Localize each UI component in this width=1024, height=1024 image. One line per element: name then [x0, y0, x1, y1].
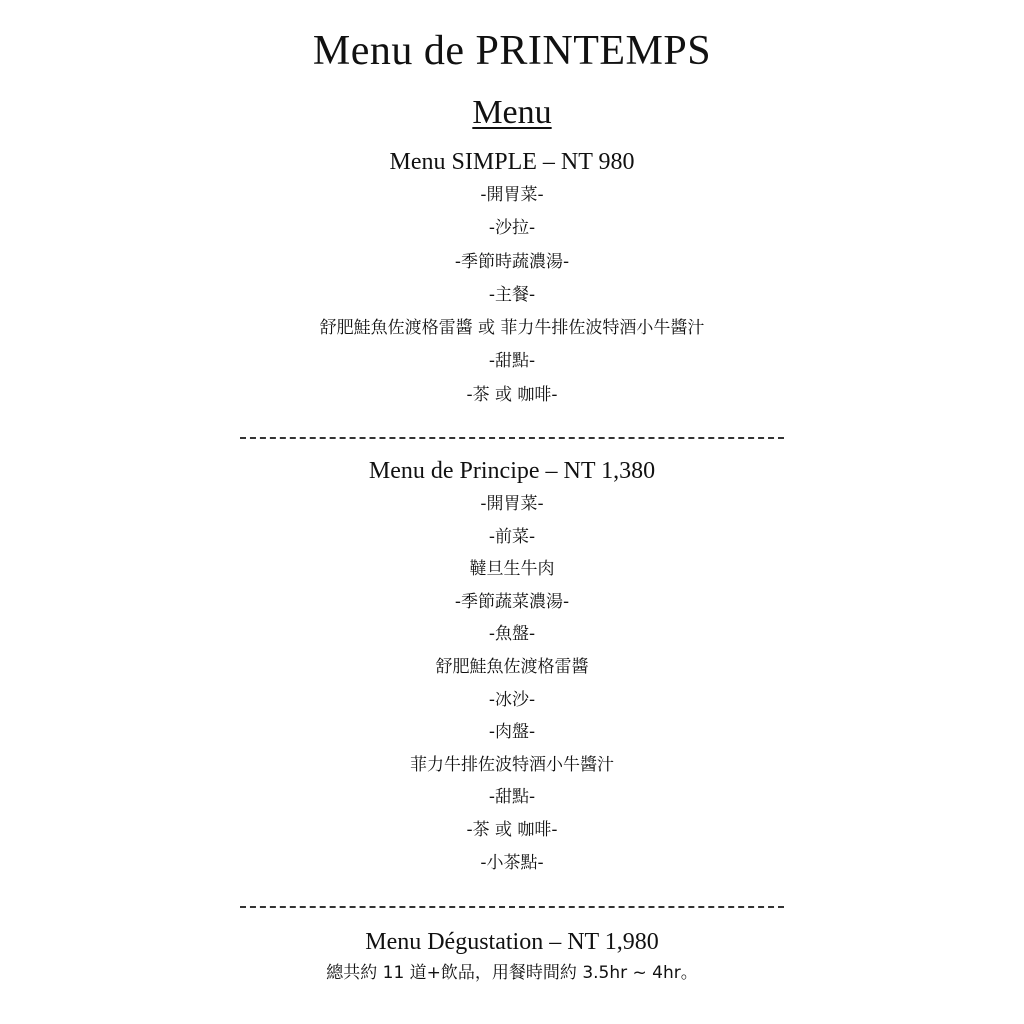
course-item: -季節蔬菜濃湯-	[454, 591, 570, 612]
menu-principe-section	[0, 454, 1024, 879]
section-title: Menu Dégustation – NT 1,980	[365, 929, 659, 955]
course-item: 韃旦生牛肉	[469, 559, 555, 580]
menu-subtitle: Menu	[472, 94, 552, 131]
course-item: -主餐-	[488, 284, 536, 305]
course-item: 舒肥鮭魚佐渡格雷醬 或 菲力牛排佐波特酒小牛醬汁	[319, 318, 705, 339]
course-item: -冰沙-	[488, 689, 536, 710]
section-title: Menu SIMPLE – NT 980	[389, 149, 635, 175]
course-item: 菲力牛排佐波特酒小牛醬汁	[410, 754, 614, 775]
menu-simple-section	[0, 145, 1024, 412]
course-list	[0, 488, 1024, 879]
course-item: -小茶點-	[480, 852, 544, 873]
course-item: -甜點-	[488, 787, 536, 808]
course-item: -肉盤-	[488, 722, 536, 743]
degustation-note: 總共約 11 道+飲品，用餐時間約 3.5hr ~ 4hr。	[326, 963, 698, 983]
course-item: -沙拉-	[488, 218, 536, 239]
course-item: -茶 或 咖啡-	[466, 384, 558, 405]
course-item: 舒肥鮭魚佐渡格雷醬	[435, 656, 589, 677]
section-title: Menu de Principe – NT 1,380	[368, 458, 656, 484]
section-divider	[240, 906, 784, 908]
menu-title: Menu de PRINTEMPS	[312, 28, 712, 74]
section-divider	[240, 437, 784, 439]
menu-degustation-section	[0, 925, 1024, 987]
course-item: -開胃菜-	[480, 494, 544, 514]
course-item: -茶 或 咖啡-	[466, 819, 558, 840]
course-item: -前菜-	[488, 526, 536, 547]
course-item: -季節時蔬濃湯-	[454, 251, 570, 272]
course-item: -甜點-	[488, 351, 536, 372]
course-item: -開胃菜-	[480, 185, 544, 205]
course-list	[0, 179, 1024, 412]
course-item: -魚盤-	[488, 624, 536, 645]
